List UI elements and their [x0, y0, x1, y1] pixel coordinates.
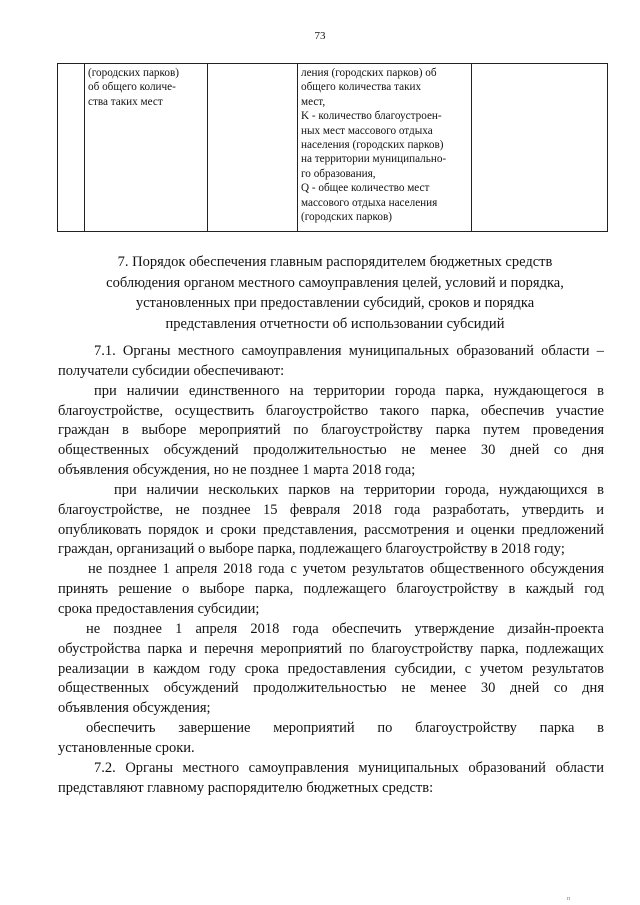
paragraph-line: получатели субсидии обеспечивают:	[58, 362, 285, 379]
heading-line: соблюдения органом местного самоуправления целей, условий и порядка,	[106, 274, 564, 291]
paragraph-line: объявления обсуждения;	[58, 700, 211, 717]
paragraph-line: не позднее 1 апреля 2018 года обеспечить утверждение дизайн-проекта	[86, 620, 604, 637]
paragraph-line: обустройства парка и перечня мероприятий по благоустройству парка, подлежащих	[58, 640, 604, 657]
heading-line: представления отчетности об использовании субсидий	[165, 315, 505, 332]
cell-line: (городских парков)	[88, 67, 179, 79]
table-cell-empty	[58, 64, 85, 232]
paragraph-line: реализации в каждом году срока предоставления субсидии, с учетом результатов	[58, 660, 604, 677]
paragraph-line: срока предоставления субсидии;	[58, 600, 260, 617]
heading-line: 7. Порядок обеспечения главным распорядителем бюджетных средств	[117, 254, 553, 270]
table-row	[58, 64, 608, 232]
paragraph-line: общественных обсуждений продолжительностью не менее 30 дней со дня	[58, 442, 604, 459]
paragraph-line: общественных обсуждений продолжительностью не менее 30 дней со дня	[58, 680, 604, 697]
cell-line: на территории муниципально-	[301, 153, 447, 166]
paragraph	[58, 560, 604, 620]
paragraph	[58, 620, 604, 719]
paragraph-line: благоустройстве, осуществить благоустройство такого парка, обеспечив участие	[58, 402, 604, 419]
cell-line: (городских парков)	[301, 211, 392, 224]
paragraph-line: объявления обсуждения, но не позднее 1 марта 2018 года;	[58, 462, 416, 479]
paragraph-line: 7.1. Органы местного самоуправления муниципальных образований области –	[94, 343, 604, 359]
paragraph-line: при наличии единственного на территории города парка, нуждающегося в	[94, 382, 604, 399]
paragraph-line: граждан в выборе мероприятий по благоустройству парка путем проведения	[58, 422, 604, 439]
table-cell-empty	[208, 64, 298, 232]
paragraph	[58, 481, 604, 560]
paragraph-line: установленные сроки.	[58, 739, 195, 756]
cell-line: ства таких мест	[88, 95, 163, 108]
paragraph	[58, 719, 604, 759]
paragraph-line: граждан, организаций о выборе парка, подлежащего благоустройству в 2018 году;	[58, 541, 565, 558]
paragraph-line: не позднее 1 апреля 2018 года с учетом результатов общественного обсуждения	[88, 561, 604, 578]
paragraph-line: принять решение о выборе парка, подлежащего благоустройству в каждый год	[58, 581, 604, 598]
section-heading	[80, 252, 590, 334]
cell-line: го образования,	[301, 167, 376, 180]
cell-line: ления (городских парков) об	[301, 67, 437, 79]
paragraph	[58, 382, 604, 481]
cell-line: общего количества таких	[301, 81, 422, 94]
paragraph-line: опубликовать порядок и сроки представления, рассмотрения и оценки предложений	[58, 521, 604, 538]
cell-line: K - количество благоустроен-	[301, 110, 442, 123]
cell-line: ных мест массового отдыха	[301, 124, 433, 137]
table-cell-description	[85, 64, 208, 232]
paragraph-line: при наличии нескольких парков на территории города, нуждающихся в	[114, 481, 604, 498]
paragraph-line: благоустройстве, не позднее 15 февраля 2018 года разработать, утвердить и	[58, 501, 604, 518]
paragraph-line: представляют главному распорядителю бюджетных средств:	[58, 779, 434, 796]
cell-line: массового отдыха населения	[301, 196, 438, 209]
corner-mark: п	[567, 896, 571, 902]
cell-line: об общего количе-	[88, 81, 176, 94]
paragraph	[58, 759, 604, 799]
cell-line: Q - общее количество мест	[301, 182, 430, 195]
page-number: 73	[314, 30, 326, 42]
cell-line: мест,	[301, 95, 326, 108]
heading-line: установленных при предоставлении субсидий, сроков и порядка	[135, 295, 535, 311]
paragraph	[58, 342, 604, 382]
paragraph-line: 7.2. Органы местного самоуправления муниципальных образований области	[94, 759, 604, 776]
cell-line: населения (городских парков)	[301, 139, 444, 152]
body-text	[58, 342, 604, 798]
continuation-table	[57, 63, 608, 232]
table-cell-formula	[298, 64, 472, 232]
paragraph-line: обеспечить завершение мероприятий по благоустройству парка в	[86, 720, 604, 737]
table-cell-empty	[472, 64, 608, 232]
